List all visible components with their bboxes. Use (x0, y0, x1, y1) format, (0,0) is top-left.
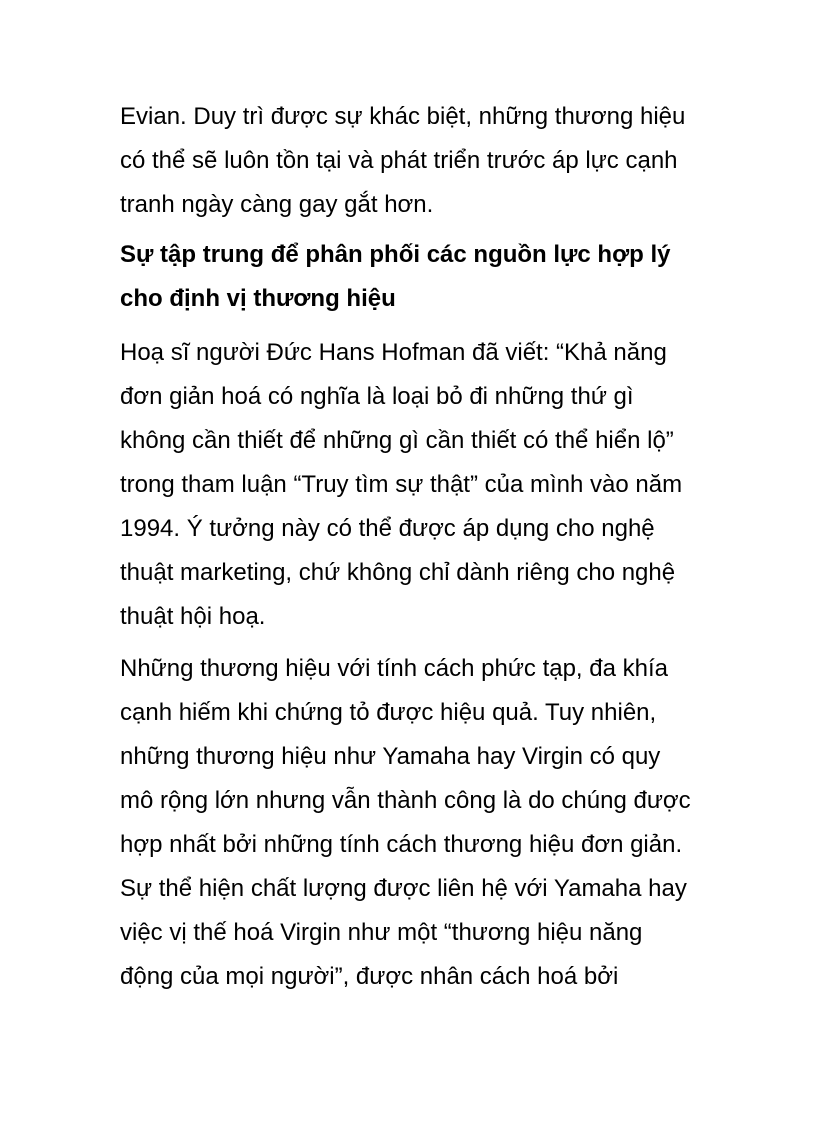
text-line: đơn giản hoá có nghĩa là loại bỏ đi những thứ gì (120, 383, 634, 410)
text-line: thuật marketing, chứ không chỉ dành riêng cho nghệ (120, 559, 676, 586)
text-line: có thể sẽ luôn tồn tại và phát triển trước áp lực cạnh (120, 147, 678, 174)
text-line: Những thương hiệu với tính cách phức tạp, đa khía (120, 655, 668, 682)
text-line: những thương hiệu như Yamaha hay Virgin có quy (120, 743, 661, 770)
text-line: tranh ngày càng gay gắt hơn. (120, 191, 434, 218)
text-line: Evian. Duy trì được sự khác biệt, những thương hiệu (120, 103, 686, 130)
text-line: trong tham luận “Truy tìm sự thật” của mình vào năm (120, 471, 683, 498)
heading-line: Sự tập trung để phân phối các nguồn lực hợp lý (120, 241, 671, 268)
text-line: Sự thể hiện chất lượng được liên hệ với Yamaha hay (120, 875, 687, 902)
text-line: 1994. Ý tưởng này có thể được áp dụng cho nghệ (120, 515, 655, 542)
text-line: cạnh hiếm khi chứng tỏ được hiệu quả. Tuy nhiên, (120, 699, 657, 726)
text-line: hợp nhất bởi những tính cách thương hiệu đơn giản. (120, 831, 683, 858)
heading-line: cho định vị thương hiệu (120, 285, 396, 312)
text-line: động của mọi người”, được nhân cách hoá bởi (120, 963, 619, 990)
text-line: việc vị thế hoá Virgin như một “thương hiệu năng (120, 919, 643, 946)
text-line: mô rộng lớn nhưng vẫn thành công là do chúng được (120, 787, 691, 814)
text-line: Hoạ sĩ người Đức Hans Hofman đã viết: “Khả năng (120, 339, 667, 366)
text-line: thuật hội hoạ. (120, 603, 266, 630)
text-line: không cần thiết để những gì cần thiết có thể hiển lộ” (120, 427, 674, 454)
